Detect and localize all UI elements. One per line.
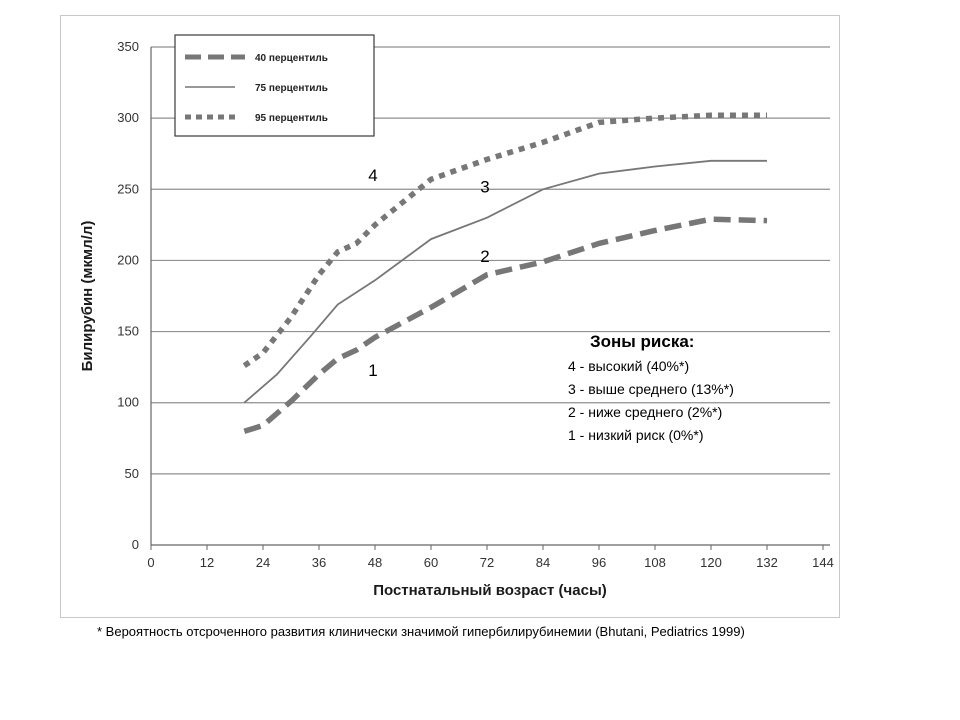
zone-number-labels: [368, 166, 489, 380]
risk-zone-item: 3 - выше среднего (13%*): [568, 381, 734, 397]
risk-zone-item: 1 - низкий риск (0%*): [568, 427, 704, 443]
x-tick-label: 120: [700, 555, 722, 570]
x-tick-label: 36: [311, 555, 327, 570]
x-tick-label: 72: [479, 555, 495, 570]
series-line-40: [244, 219, 767, 431]
x-tick-label: 24: [255, 555, 271, 570]
zone-number-label: 2: [480, 247, 490, 267]
legend: [175, 35, 374, 136]
footnote: * Вероятность отсроченного развития клинически значимой гипербилирубинемии (Bhutani, Pediatrics 1999): [97, 624, 745, 639]
risk-zones-legend: [568, 332, 734, 443]
y-tick-label: 250: [117, 181, 139, 197]
y-tick-label: 150: [117, 323, 139, 339]
risk-zones-title: Зоны риска:: [590, 332, 695, 351]
y-tick-label: 300: [117, 110, 139, 126]
legend-label-95: 95 перцентиль: [255, 113, 328, 124]
zone-number-label: 1: [368, 360, 378, 380]
x-tick-label: 96: [591, 555, 607, 570]
y-tick-label: 0: [131, 537, 139, 552]
x-tick-label: 60: [423, 555, 439, 570]
x-axis-title: Постнатальный возраст (часы): [373, 582, 607, 599]
x-tick-label: 48: [367, 555, 383, 570]
legend-label-40: 40 перцентиль: [255, 53, 328, 64]
y-tick-label: 50: [124, 465, 139, 481]
risk-zone-item: 2 - ниже среднего (2%*): [568, 404, 723, 420]
x-tick-label: 0: [147, 555, 155, 570]
risk-zone-item: 4 - высокий (40%*): [568, 358, 690, 374]
zone-number-label: 4: [368, 166, 378, 186]
x-tick-label: 12: [199, 555, 215, 570]
y-tick-label: 350: [117, 39, 139, 54]
x-tick-label: 84: [535, 555, 551, 570]
y-tick-label: 100: [117, 394, 139, 410]
x-tick-label: 144: [812, 555, 834, 570]
zone-number-label: 3: [480, 177, 490, 197]
y-tick-label: 200: [117, 252, 139, 268]
x-tick-label: 108: [644, 555, 666, 570]
y-axis-title: Билирубин (мкмл/л): [79, 220, 96, 372]
legend-label-75: 75 перцентиль: [255, 83, 328, 94]
series-line-95: [244, 115, 767, 365]
x-tick-label: 132: [756, 555, 778, 570]
